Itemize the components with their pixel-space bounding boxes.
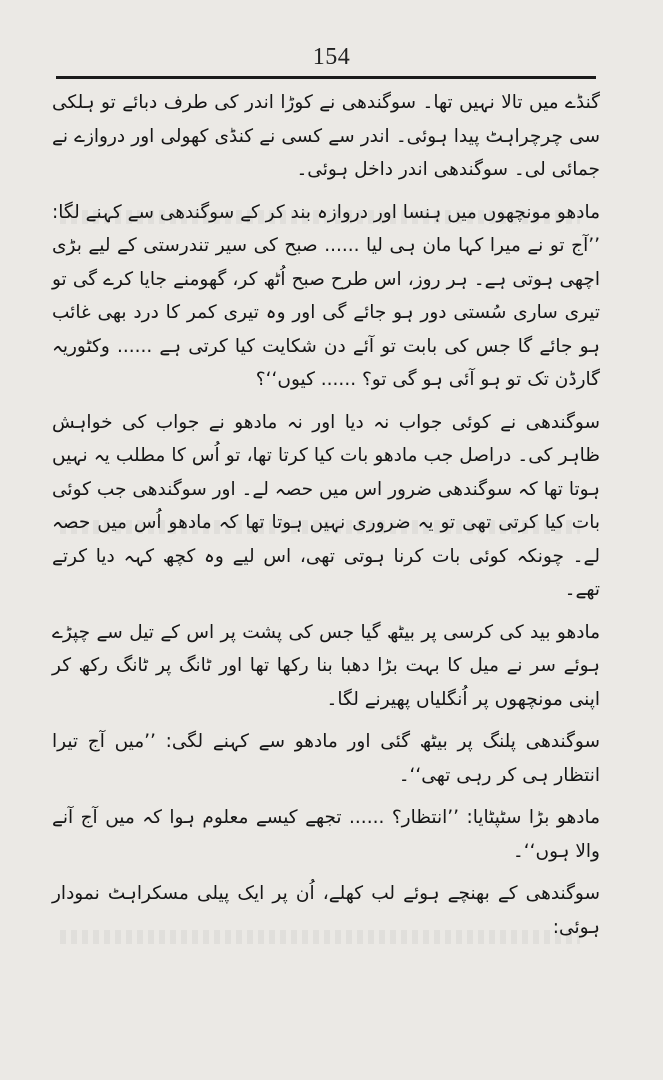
paragraph: سوگندھی کے بھنچے ہوئے لب کھلے، اُن پر ایک پیلی مسکراہٹ نمودار ہوئی: bbox=[52, 883, 600, 938]
paragraph: مادھو مونچھوں میں ہنسا اور دروازہ بند کر کے سوگندھی سے کہنے لگا: ’’آج تو نے میرا کہا مان ہی لیا ...... صبح کی سیر تندرستی کے لیے بڑی اچھی ہوتی ہے۔ ہر روز، اس طرح صبح اُٹھ کر، گھومنے جایا کرے گی تو تیری ساری سُستی دور ہو جائے گی اور وہ تیری کمر کا درد بھی غائب ہو جائے گا جس کی بابت تو آئے دن شکایت کیا کرتی ہے ...... وکٹوریہ گارڈن تک تو ہو آئی ہو گی تو؟ ...... کیوں‘‘؟ bbox=[52, 201, 600, 390]
paragraph: مادھو بڑا سٹپٹایا: ’’انتظار؟ ...... تجھے کیسے معلوم ہوا کہ میں آج آنے والا ہوں‘‘۔ bbox=[52, 807, 600, 862]
page-number: 154 bbox=[312, 44, 351, 70]
paragraph: سوگندھی نے کوئی جواب نہ دیا اور نہ مادھو نے جواب کی خواہش ظاہر کی۔ دراصل جب مادھو بات کیا کرتا تھا، تو اُس کا مطلب یہ نہیں ہوتا تھا کہ سوگندھی ضرور اس میں حصہ لے۔ اور سوگندھی جب کوئی بات کیا کرتی تھی تو یہ ضروری نہیں ہوتا تھا کہ مادھو اُس میں حصہ لے۔ چونکہ کوئی بات کرنا ہوتی تھی، اس لیے وہ کچھ کہہ دیا کرتے تھے۔ bbox=[52, 411, 600, 600]
body-text bbox=[52, 86, 600, 949]
paragraph: سوگندھی پلنگ پر بیٹھ گئی اور مادھو سے کہنے لگی: ’’میں آج تیرا انتظار ہی کر رہی تھی‘‘۔ bbox=[52, 731, 600, 786]
paragraph: گنڈے میں تالا نہیں تھا۔ سوگندھی نے کوڑا اندر کی طرف دبائے تو ہلکی سی چرچراہٹ پیدا ہوئی۔ اندر سے کسی نے کنڈی کھولی اور دروازے نے جمائی لی۔ سوگندھی اندر داخل ہوئی۔ bbox=[52, 92, 600, 180]
header-rule bbox=[56, 76, 596, 79]
paragraph: مادھو بید کی کرسی پر بیٹھ گیا جس کی پشت پر اس کے تیل سے چپڑے ہوئے سر نے میل کا بہت بڑا دھبا بنا رکھا تھا اور ٹانگ پر ٹانگ رکھ کر اپنی مونچھوں پر اُنگلیاں پھیرنے لگا۔ bbox=[52, 621, 600, 710]
